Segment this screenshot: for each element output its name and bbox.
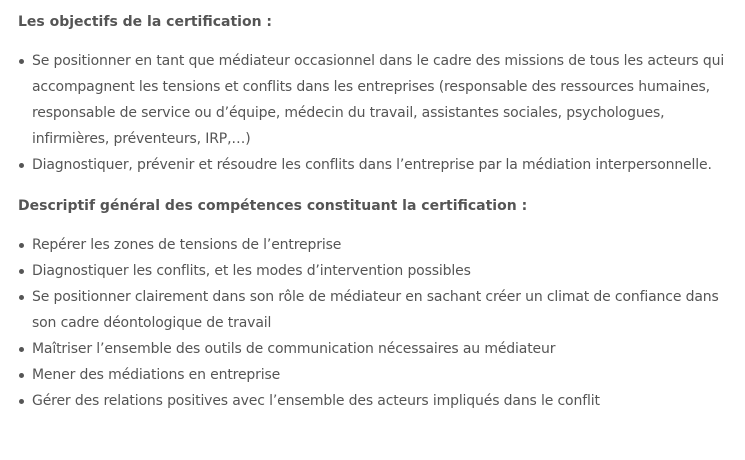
list-item-text: Se positionner en tant que médiateur occasionnel dans le cadre des missions de tous les acteurs qui accompagnent les tensions et conflits dans les entreprises (responsable des ressources humaines, responsable de service ou d’équipe, médecin du travail, assistantes sociales, psychologues, infirmières, préventeurs, IRP,…) [32, 53, 725, 147]
list-item-text: Diagnostiquer les conflits, et les modes d’intervention possibles [32, 263, 471, 279]
bullet-dot-icon [19, 373, 24, 378]
bullet-dot-icon [19, 399, 24, 404]
list-item-text: Maîtriser l’ensemble des outils de communication nécessaires au médiateur [32, 341, 556, 357]
bullet-dot-icon [19, 269, 24, 274]
list-item-text: Gérer des relations positives avec l’ensemble des acteurs impliqués dans le conflit [32, 393, 600, 409]
list-item-text: Diagnostiquer, prévenir et résoudre les conflits dans l’entreprise par la médiation interpersonnelle. [32, 157, 712, 173]
bullet-dot-icon [19, 163, 24, 168]
competences-list [18, 232, 727, 414]
list-item [18, 152, 727, 178]
bullet-dot-icon [19, 295, 24, 300]
list-item-text: Repérer les zones de tensions de l’entreprise [32, 237, 342, 253]
bullet-dot-icon [19, 59, 24, 64]
objectifs-heading: Les objectifs de la certification : [18, 14, 273, 30]
list-item [18, 336, 727, 362]
list-item [18, 258, 727, 284]
list-item [18, 388, 727, 414]
competences-heading: Descriptif général des compétences constituant la certification : [18, 198, 528, 214]
list-item [18, 48, 727, 152]
list-item [18, 362, 727, 388]
objectifs-list [18, 48, 727, 178]
list-item-text: Mener des médiations en entreprise [32, 367, 281, 383]
list-item [18, 232, 727, 258]
list-item-text: Se positionner clairement dans son rôle de médiateur en sachant créer un climat de confiance dans son cadre déontologique de travail [32, 289, 719, 331]
list-item [18, 284, 727, 336]
bullet-dot-icon [19, 347, 24, 352]
bullet-dot-icon [19, 243, 24, 248]
